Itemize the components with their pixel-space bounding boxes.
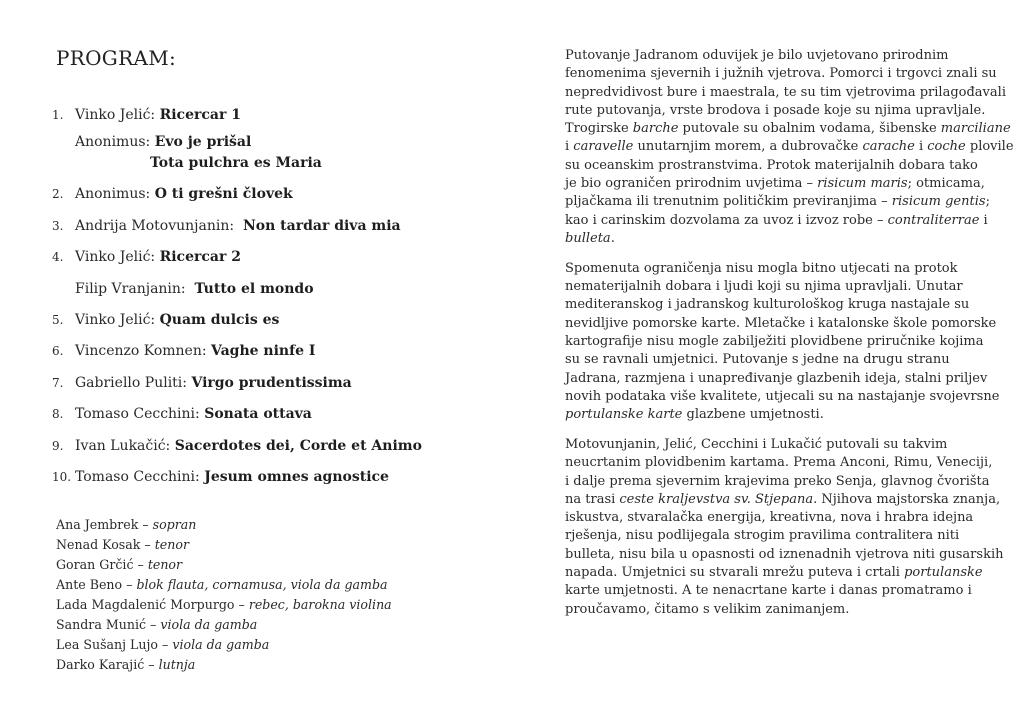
- performer: [56, 595, 476, 615]
- work-title: Vaghe ninfe I: [211, 343, 316, 360]
- program-item: [52, 305, 492, 336]
- text-line: i dalje prema sjevernim krajevima preko Senja, glavnog čvorišta: [565, 473, 990, 489]
- composer: Ivan Lukačić:: [75, 437, 171, 454]
- work-title: Sonata ottava: [204, 406, 312, 423]
- italic-term: risicum gentis: [891, 194, 986, 210]
- performer: [56, 655, 476, 675]
- italic-term: marciliane: [940, 121, 1011, 137]
- text-line: Motovunjanin, Jelić, Cecchini i Lukačić putovali su takvim: [565, 436, 948, 452]
- dash: –: [234, 597, 249, 612]
- work-title: Tutto el mondo: [194, 280, 314, 297]
- italic-term: portulanske: [904, 565, 983, 581]
- work-title: Virgo prudentissima: [191, 374, 352, 391]
- italic-term: portulanske karte: [565, 407, 683, 423]
- dash: –: [122, 577, 137, 592]
- text-line: fenomenima sjevernih i južnih vjetrova. Pomorci i trgovci znali su: [565, 66, 997, 82]
- italic-term: coche: [927, 139, 966, 155]
- program-item: [52, 431, 492, 462]
- text-run: unutarnjim morem, a dubrovačke: [633, 139, 863, 155]
- work-title: Non tardar diva mia: [242, 217, 401, 234]
- program-item: [52, 154, 492, 179]
- text-line: proučavamo, čitamo s velikim zanimanjem.: [565, 601, 850, 617]
- composer: Vinko Jelić:: [75, 107, 156, 123]
- work-title: Evo je prišal: [154, 134, 252, 151]
- text-run: i: [979, 212, 988, 228]
- performer-role: sopran: [152, 517, 197, 532]
- paragraph-3: [565, 436, 1004, 619]
- performer: [56, 555, 476, 575]
- italic-term: contraliterrae: [887, 212, 980, 228]
- text-line: [565, 120, 1011, 138]
- text-line: [565, 212, 988, 230]
- dash: –: [140, 537, 155, 552]
- dash: –: [146, 617, 161, 632]
- performer: [56, 575, 476, 595]
- text-line: Spomenuta ograničenja nisu mogla bitno utjecati na protok: [565, 260, 958, 276]
- performer-name: Nenad Kosak: [56, 537, 141, 552]
- composer: Tomaso Cecchini:: [75, 406, 200, 423]
- text-run: na trasi: [565, 491, 620, 507]
- italic-term: risicum maris: [817, 176, 908, 192]
- text-line: [565, 193, 990, 211]
- composer: Andrija Motovunjanin:: [75, 217, 235, 234]
- text-line: karte umjetnosti. A te nenacrtane karte i danas promatramo i: [565, 583, 972, 599]
- composer: Gabriello Puliti:: [75, 374, 187, 391]
- text-run: . Njihova majstorska znanja,: [813, 491, 1001, 507]
- work-title: Sacerdotes dei, Corde et Animo: [174, 437, 422, 454]
- text-run: napada. Umjetnici su stvarali mrežu puteva i crtali: [565, 565, 905, 581]
- performer-role: viola da gamba: [172, 637, 270, 652]
- composer: Vinko Jelić:: [75, 311, 156, 328]
- performer-role: lutnja: [158, 657, 196, 672]
- composer: Anonimus:: [75, 186, 151, 203]
- text-line: neucrtanim plovidbenim kartama. Prema Anconi, Rimu, Veneciji,: [565, 455, 993, 471]
- item-number: 9.: [52, 438, 64, 453]
- work-title: Quam dulcis es: [159, 311, 280, 328]
- text-line: Putovanje Jadranom oduvijek je bilo uvjetovano prirodnim: [565, 48, 949, 63]
- program-item: [52, 399, 492, 430]
- program-item: [52, 336, 492, 367]
- item-number: 3.: [52, 218, 64, 233]
- program-item: [52, 100, 492, 131]
- dash: –: [138, 517, 153, 532]
- text-run: ;: [985, 194, 990, 210]
- performer: [56, 635, 476, 655]
- right-page: [512, 0, 1024, 725]
- performer: [56, 535, 476, 555]
- paragraph-2: [565, 260, 1000, 425]
- italic-term: ceste kraljevstva sv. Stjepana: [619, 491, 814, 507]
- composer: Vinko Jelić:: [75, 249, 156, 266]
- text-run: .: [610, 230, 615, 246]
- text-run: Trogirske: [565, 121, 633, 137]
- italic-term: bulleta: [565, 230, 611, 246]
- item-number: 8.: [52, 407, 64, 422]
- italic-term: carache: [862, 139, 915, 155]
- text-run: putovale su obalnim vodama, šibenske: [678, 121, 941, 137]
- text-run: ; otmicama,: [907, 176, 985, 192]
- text-line: novih podataka više kvalitete, utjecali su na nastajanje svojevrsne: [565, 388, 1000, 404]
- text-line: [565, 564, 983, 582]
- work-title: Ricercar 1: [159, 107, 241, 123]
- work-title: Ricercar 2: [159, 249, 241, 266]
- italic-term: caravelle: [573, 139, 634, 155]
- composer: Filip Vranjanin:: [75, 280, 186, 297]
- program-item: [52, 242, 492, 273]
- text-run: je bio ograničen prirodnim uvjetima –: [565, 176, 818, 192]
- work-title: O ti grešni človek: [154, 186, 293, 203]
- text-line: rute putovanja, vrste brodova i posade koje su njima upravljale.: [565, 102, 986, 118]
- performer-role: blok flauta, cornamusa, viola da gamba: [136, 577, 388, 592]
- performer-role: viola da gamba: [160, 617, 258, 632]
- program-list: [52, 100, 492, 493]
- text-line: [565, 175, 985, 193]
- text-run: i: [914, 139, 928, 155]
- dash: –: [158, 637, 173, 652]
- text-line: bulleta, nisu bila u opasnosti od iznenadnih vjetrova niti gusarskih: [565, 546, 1004, 562]
- text-line: su oceanskim prostranstvima. Protok materijalnih dobara tako: [565, 157, 978, 173]
- program-title: PROGRAM:: [56, 46, 177, 70]
- performer-name: Ante Beno: [56, 577, 123, 592]
- program-item: [52, 131, 492, 154]
- text-run: plovile: [965, 139, 1014, 155]
- item-number: 6.: [52, 344, 64, 359]
- text-line: [565, 491, 1001, 509]
- text-line: [565, 406, 977, 424]
- program-item: [52, 462, 492, 493]
- text-line: nepredvidivost bure i maestrala, te su tim vjetrovima prilagođavali: [565, 84, 1006, 100]
- composer: Anonimus:: [75, 134, 151, 151]
- dash: –: [133, 557, 148, 572]
- text-run: kao i carinskim dozvolama za uvoz i izvoz robe –: [565, 212, 888, 228]
- performers-list: [56, 515, 476, 675]
- performer-role: tenor: [154, 537, 189, 552]
- item-number: 2.: [52, 187, 64, 202]
- program-item: [52, 211, 492, 242]
- performer-name: Goran Grčić: [56, 557, 134, 572]
- essay-text: [565, 47, 1014, 630]
- performer-name: Ana Jembrek: [56, 517, 139, 532]
- performer-role: rebec, barokna violina: [248, 597, 392, 612]
- italic-term: barche: [632, 121, 679, 137]
- dash: –: [144, 657, 159, 672]
- item-number: 5.: [52, 312, 64, 327]
- program-item: [52, 179, 492, 210]
- text-line: [565, 230, 977, 248]
- text-line: iskustva, stvaralačka energija, kreativna, nova i hrabra idejna: [565, 510, 974, 526]
- text-line: [565, 138, 1014, 156]
- performer: [56, 515, 476, 535]
- text-line: su se ravnali umjetnici. Putovanje s jedne na drugu stranu: [565, 352, 950, 368]
- work-title: Jesum omnes agnostice: [204, 468, 389, 485]
- performer-role: tenor: [147, 557, 183, 572]
- text-line: nematerijalnih dobara i ljudi koji su njima upravljali. Unutar: [565, 279, 963, 295]
- performer-name: Darko Karajić: [56, 657, 145, 672]
- text-line: mediteranskog i jadranskog kulturološkog kruga nastajale su: [565, 297, 970, 313]
- text-run: pljačkama ili trenutnim političkim previranjima –: [565, 194, 892, 210]
- performer: [56, 615, 476, 635]
- text-run: i: [565, 139, 574, 155]
- composer: Vincenzo Komnen:: [75, 343, 207, 360]
- item-number: 1.: [52, 108, 64, 122]
- performer-name: Lada Magdalenić Morpurgo: [56, 597, 235, 612]
- program-item: [52, 368, 492, 399]
- text-line: kartografije nisu mogle zabilježiti plovidbene priručnike kojima: [565, 333, 984, 349]
- work-title: Tota pulchra es Maria: [150, 155, 322, 172]
- paragraph-1: [565, 47, 1014, 248]
- program-item: [52, 274, 492, 305]
- text-run: glazbene umjetnosti.: [682, 407, 824, 423]
- item-number: 7.: [52, 375, 64, 390]
- item-number: 10.: [52, 469, 72, 484]
- text-line: nevidljive pomorske karte. Mletačke i katalonske škole pomorske: [565, 315, 997, 331]
- text-line: rješenja, nisu podlijegala strogim pravilima contralitera niti: [565, 528, 960, 544]
- item-number: 4.: [52, 250, 64, 265]
- composer: Tomaso Cecchini:: [75, 468, 200, 485]
- performer-name: Lea Sušanj Lujo: [56, 637, 159, 652]
- text-line: Jadrana, razmjena i unapređivanje glazbenih ideja, stalni priljev: [565, 370, 988, 386]
- performer-name: Sandra Munić: [56, 617, 147, 632]
